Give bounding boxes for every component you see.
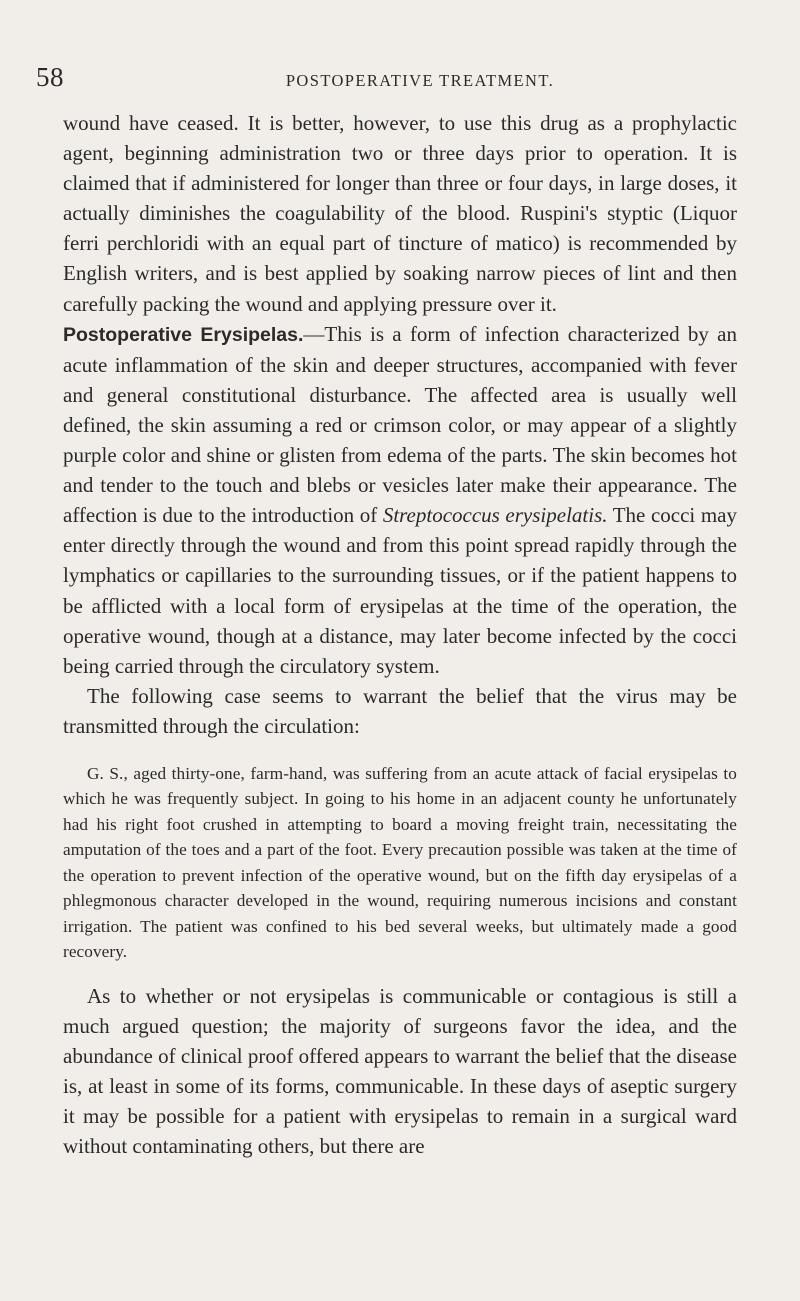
- paragraph-text: The cocci may enter directly through the wound and from this point spread rapidly through the lymphatics or capillaries to the surrounding tissues, or if the patient happens to be afflicted with a local form of erysipelas at the time of the operation, the operative wound, though at a distance, may later become infected by the cocci being carried through the circulatory system.: [63, 503, 738, 678]
- organism-name: Streptococcus erysipelatis.: [382, 503, 608, 528]
- paragraph-erysipelas: [63, 319, 737, 681]
- paragraph-text: —This is a form of infection characterized by an acute inflammation of the skin and deeper structures, accompanied with fever and general constitutional disturbance. The affected area is usually well defined, the skin assuming a red or crimson color, or may appear of a slightly purple color and shine or glisten from edema of the parts. The skin becomes hot and tender to the touch and blebs or vesicles later make their appearance. The affection is due to the introduction of: [63, 321, 737, 528]
- body-text: [63, 108, 737, 1162]
- page-header: [36, 62, 764, 96]
- section-heading: Postoperative Erysipelas.: [63, 323, 304, 346]
- case-report: G. S., aged thirty-one, farm-hand, was suffering from an acute attack of facial erysipelas to which he was frequently subject. In going to his home in an adjacent county he unfortunately had his right foot crushed in attempting to board a moving freight train, necessitating the amputation of the toes and a part of the foot. Every precaution possible was taken at the time of the operation to prevent infection of the operative wound, but on the fifth day erysipelas of a phlegmonous character developed in the wound, requiring numerous incisions and constant irrigation. The patient was confined to his bed several weeks, but ultimately made a good recovery.: [63, 763, 737, 962]
- page-number: 58: [36, 62, 64, 92]
- paragraph-case-intro: The following case seems to warrant the belief that the virus may be transmitted through the circulation:: [63, 683, 737, 738]
- running-head: POSTOPERATIVE TREATMENT.: [285, 71, 555, 90]
- paragraph-communicability: As to whether or not erysipelas is communicable or contagious is still a much argued question; the majority of surgeons favor the idea, and the abundance of clinical proof offered appears to warrant the belief that the disease is, at least in some of its forms, communicable. In these days of aseptic surgery it may be possible for a patient with erysipelas to remain in a surgical ward without contaminating others, but there are: [63, 983, 737, 1159]
- paragraph-continuation: wound have ceased. It is better, however, to use this drug as a prophylactic agent, beginning administration two or three days prior to operation. It is claimed that if administered for longer than three or four days, in large doses, it actually diminishes the coagulability of the blood. Ruspini's styptic (Liquor ferri perchloridi with an equal part of tincture of matico) is recommended by English writers, and is best applied by soaking narrow pieces of lint and then carefully packing the wound and applying pressure over it.: [63, 111, 737, 316]
